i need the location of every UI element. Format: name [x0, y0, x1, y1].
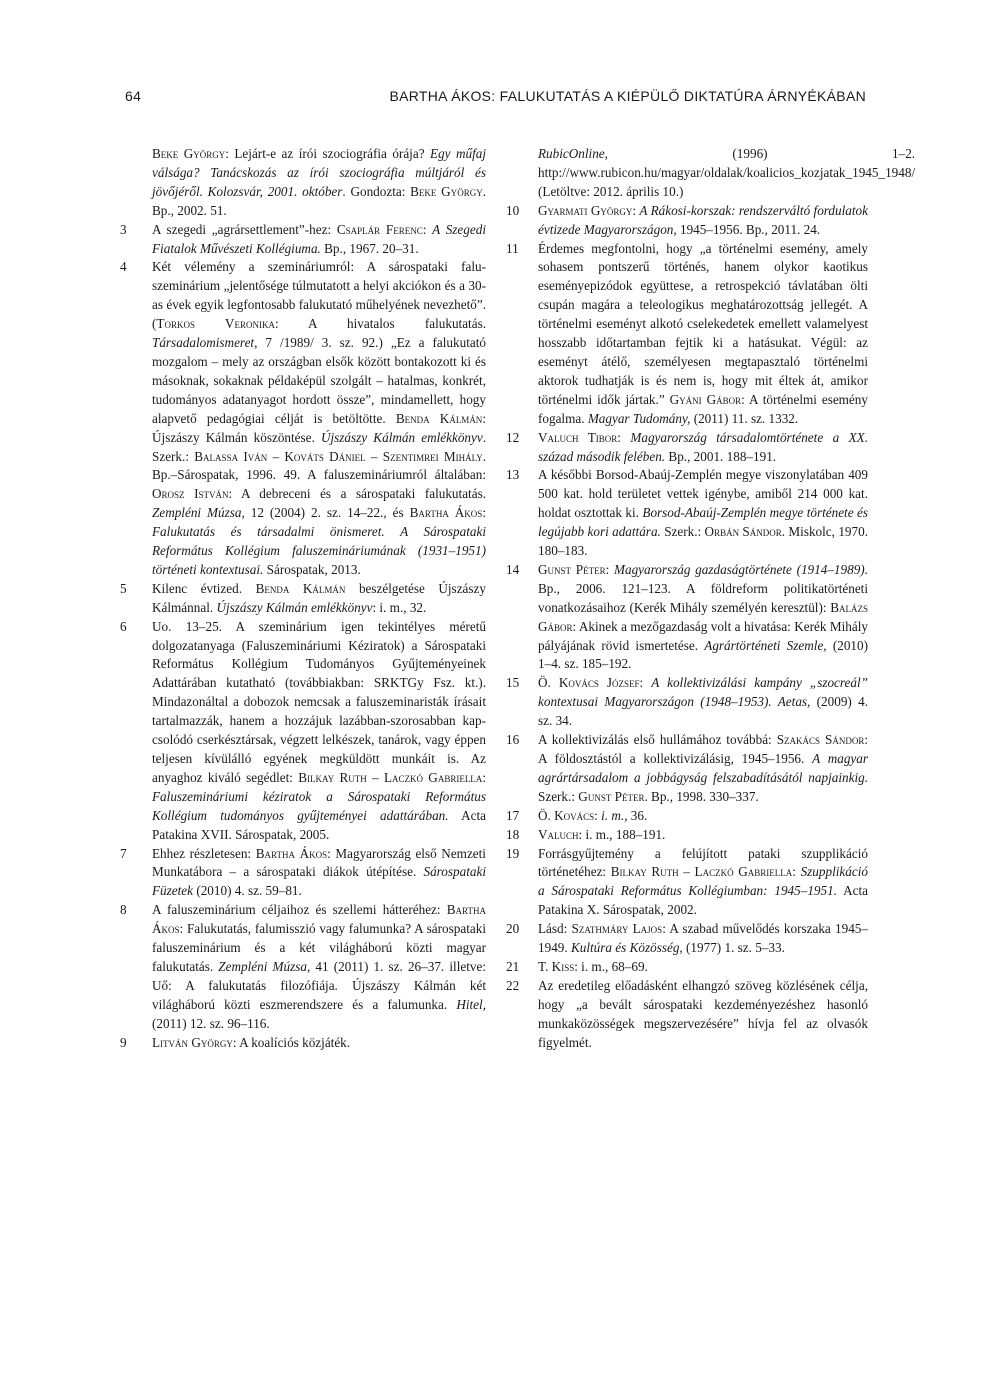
- footnote-run: . Bp., 2002. 51.: [152, 183, 486, 218]
- publication-title: A Rákosi-korszak: rendszerváltó fordulatok évtizede Magyarországon,: [538, 202, 868, 237]
- footnote-run: Ehhez részletesen:: [152, 845, 256, 861]
- footnote-number: 12: [506, 429, 520, 445]
- author-name: Ö. Kovács: [538, 807, 595, 823]
- footnote: [120, 145, 486, 221]
- footnote-run: (2010) 1–4. sz. 185–192.: [538, 637, 868, 672]
- footnote-text: [538, 977, 868, 1053]
- footnote-number: 3: [120, 221, 127, 237]
- footnote-run: : A történelmi esemény fogalma.: [538, 391, 868, 426]
- footnote-number: 7: [120, 845, 127, 861]
- publication-title: Újszászy Kálmán emlékkönyv: [216, 599, 373, 615]
- footnote: [506, 845, 868, 921]
- footnote-run: : i. m., 188–191.: [578, 826, 666, 842]
- footnote-run: Bp., 2001. 188–191.: [665, 448, 777, 464]
- footnote-text: [538, 561, 868, 674]
- footnote-run: (2010) 4. sz. 59–81.: [193, 883, 302, 899]
- footnote-text: [538, 240, 868, 429]
- publication-title: A magyar agrártársadalom a jobbágyság felszabadításától napjainkig.: [538, 751, 869, 785]
- footnote-text: [538, 826, 868, 845]
- footnote-run: . Bp.–Sárospatak, 1996. 49. A faluszemináriumról általában:: [152, 448, 486, 483]
- footnote-run: Kilenc évtized.: [152, 580, 256, 596]
- footnote-run: . Szerk.:: [152, 429, 487, 464]
- footnote-run: Érdemes megfontolni, hogy „a történelmi esemény, amely sohasem pontszerű történés, hanem olykor kaotikus eseményepizódok együttese, a retrospekció távlatában ölti csupán magára a teleologikus meghatározottság jellegét. A történelmi eseményt alkotó cselekedetek emellett valamelyest hosszabb időtartamban fejtik ki a hatásukat. Végül: az eseményt átélő, személyesen megtapasztaló történelmi aktorok tudhatják is és nem is, hogy mit éltek át, amikor történelmi idők jártak.”: [538, 240, 868, 407]
- publication-title: i. m.,: [601, 807, 628, 823]
- footnote-number: 15: [506, 675, 520, 691]
- publication-title: Újszászy Kálmán emlékkönyv: [320, 429, 483, 445]
- footnote-run: :: [605, 561, 614, 577]
- author-name: Orbán Sándor: [704, 524, 782, 540]
- footnote-run: A szegedi „agrársettlement”-hez:: [152, 221, 337, 237]
- footnote-text: [538, 731, 868, 807]
- footnote-number: 21: [506, 958, 520, 974]
- footnote-run: :: [617, 429, 631, 445]
- footnote: [506, 674, 868, 731]
- footnote-text: [538, 466, 868, 561]
- author-name: Szakács Sándor: [776, 732, 865, 748]
- footnote-number: 6: [120, 618, 127, 634]
- footnote-run: (2011) 12. sz. 96–116.: [152, 1015, 270, 1031]
- publication-title: A kollektivizálási kampány „szocreál” kontextusai Magyarországon (1948–1953). Aetas,: [538, 675, 868, 710]
- footnote-number: 16: [506, 732, 520, 748]
- footnote: [506, 826, 868, 845]
- publication-title: Faluszemináriumi kéziratok a Sárospataki Református Kollégium tudományos gyűjteményei adattárában.: [152, 788, 486, 823]
- publication-title: Falukutatás és társadalmi önismeret. A Sárospataki Református Kollégium faluszemináriumának (1931–1951) történeti kontextusai.: [152, 524, 486, 577]
- footnote-run: : A földosztástól a kollektivizálásig, 1945–1956.: [538, 732, 868, 766]
- footnote-run: :: [482, 505, 486, 521]
- footnote-run: : i. m., 68–69.: [574, 958, 648, 974]
- footnote: [506, 920, 868, 958]
- publication-title: Zempléni Múzsa,: [218, 958, 311, 974]
- footnote-run: Szerk.:: [660, 524, 705, 540]
- footnote-run: :: [792, 864, 801, 880]
- footnote-run: Lásd:: [538, 921, 572, 937]
- footnote: [120, 1034, 486, 1053]
- footnote-text: [538, 674, 868, 731]
- footnote-text: [152, 618, 486, 845]
- footnote-text: [538, 145, 915, 202]
- publication-title: Magyarország gazdaságtörténete (1914–1989).: [613, 561, 868, 577]
- publication-title: Hitel,: [456, 996, 486, 1012]
- footnote-run: Sárospatak, 2013.: [263, 561, 361, 577]
- footnote-number: 13: [506, 467, 520, 483]
- footnote-text: [152, 580, 486, 618]
- footnote: [120, 901, 486, 1033]
- footnote-number: 8: [120, 902, 127, 918]
- footnote-run: : A szabad művelődés korszaka 1945–1949.: [538, 921, 868, 956]
- publication-title: Egy műfaj válsága? Tanácskozás az írói szociográfia múltjáról és jövőjéről. Kolozsvár, 2001. október: [152, 146, 486, 199]
- footnote-run: Bp., 2006. 121–123. A földreform politikatörténeti vonatkozásaihoz (Kerék Mihály személyén keresztül):: [538, 580, 868, 615]
- footnote-run: Acta Patakina XVII. Sárospatak, 2005.: [152, 807, 486, 842]
- publication-title: Magyar Tudomány,: [587, 410, 691, 426]
- footnote: [506, 731, 868, 807]
- footnote-run: 1945–1956. Bp., 2011. 24.: [676, 221, 821, 237]
- running-title: BARTHA ÁKOS: FALUKUTATÁS A KIÉPÜLŐ DIKTATÚRA ÁRNYÉKÁBAN: [389, 88, 866, 104]
- author-name: Torkos Veronika: [156, 316, 275, 332]
- footnote-run: : Falukutatás, falumisszió vagy falumunka? A sárospataki faluszeminárium és a két világháború közti magyar falukutatás.: [152, 921, 486, 974]
- author-name: Gunst Péter: [538, 561, 606, 577]
- publication-title: Zempléni Múzsa,: [152, 505, 245, 521]
- author-name: Bartha Ákos: [152, 902, 486, 937]
- footnote-text: [538, 958, 868, 977]
- footnote-run: :: [594, 807, 602, 823]
- footnote-run: : i. m., 32.: [372, 599, 427, 615]
- footnote-number: 11: [506, 240, 519, 256]
- author-name: Gunst Péter: [578, 788, 645, 804]
- footnote-run: : A debreceni és a sárospataki falukutatás.: [228, 486, 486, 502]
- footnote-run: A későbbi Borsod-Abaúj-Zemplén megye viszonylatában 409 500 kat. hold területet vettek igénybe, amiből 214 000 kat. holdat osztottak ki.: [538, 467, 868, 521]
- footnote-text: [538, 429, 868, 467]
- author-name: Benda Kálmán: [255, 580, 346, 596]
- publication-title: RubicOnline,: [538, 146, 608, 161]
- author-name: Balázs Gábor: [538, 599, 868, 634]
- author-name: Csaplár Ferenc: [336, 221, 423, 237]
- author-name: Litván György: [152, 1034, 233, 1050]
- footnote-run: T.: [538, 958, 552, 974]
- footnote: [506, 958, 868, 977]
- footnote: [120, 618, 486, 845]
- footnote-text: [152, 258, 486, 579]
- footnote-text: [538, 845, 868, 921]
- footnote: [506, 240, 868, 429]
- author-name: Orosz István: [152, 486, 229, 502]
- publication-title: Borsod-Abaúj-Zemplén megye története és legújabb kori adattára.: [538, 505, 868, 540]
- author-name: Szathmáry Lajos: [571, 921, 663, 937]
- footnote-run: 12 (2004) 2. sz. 14–22., és: [244, 505, 410, 521]
- footnotes-left-column: [120, 145, 486, 1053]
- footnote-number: 4: [120, 259, 127, 275]
- footnote-text: [538, 920, 868, 958]
- footnote-run: . Gondozta:: [342, 183, 411, 199]
- author-name: Beke György: [410, 183, 483, 199]
- footnote: [506, 466, 868, 561]
- author-name: Benda Kálmán: [395, 410, 483, 426]
- page-number: 64: [125, 88, 142, 104]
- footnote-run: : Újszászy Kálmán köszöntése.: [152, 410, 486, 445]
- footnote-text: [152, 145, 486, 221]
- author-name: Beke György: [152, 146, 226, 161]
- footnote-number: 5: [120, 580, 127, 596]
- footnote-number: 20: [506, 921, 520, 937]
- footnote-number: [506, 145, 538, 202]
- publication-title: Szupplikáció a Sárospataki Református Kollégiumban: 1945–1951.: [538, 864, 868, 899]
- footnote-run: : Lejárt-e az írói szociográfia órája?: [225, 146, 430, 161]
- footnote-text: [152, 1034, 486, 1053]
- footnote-text: [152, 845, 486, 902]
- footnote-run: : Akinek a mezőgazdaság volt a hivatása: Kerék Mihály pályájának rövid ismertetése.: [538, 618, 868, 653]
- footnote-run: :: [639, 675, 652, 691]
- footnote: [120, 845, 486, 902]
- footnote-text: [152, 901, 486, 1033]
- footnote-run: . Miskolc, 1970. 180–183.: [538, 524, 868, 559]
- footnote-run: 7 /1989/ 3. sz. 92.) „Ez a falukutató mozgalom – mely az országban elsők között bontakozott ki és másoknak, sokaknak példaképül szolgált – hatalmas, konkrét, tudományos adatanyagot hordott össze”, mindamellett, hogy alapvető pedagógiai célját is betöltötte.: [152, 335, 486, 426]
- footnote-number: 17: [506, 807, 520, 823]
- footnote-run: (2011) 11. sz. 1332.: [690, 410, 799, 426]
- footnote-number: 10: [506, 202, 520, 218]
- footnote-run: (1996) 1–2. http://www.rubicon.hu/magyar/oldalak/koalicios_kozjatak_1945_1948/ (Letöltve: 2012. április 10.): [538, 146, 916, 199]
- footnote-run: Forrásgyűjtemény a felújított pataki szupplikáció történetéhez:: [538, 845, 868, 880]
- footnote-text: [538, 202, 868, 240]
- publication-title: Agrártörténeti Szemle,: [704, 637, 827, 653]
- footnote-run: Uo. 13–25. A szeminárium igen tekintélyes méretű dolgozatanyaga (Faluszemináriumi Kéziratok) a Sárospataki Református Kollégium Tudományos Gyűjteményeinek Adattárában kutatható (továbbiakban: SRKTGy Fsz. kt.). Mindazonáltal a dobozok nemcsak a faluszeminaristák írásait tartalmazzák, hanem a hozzájuk lazábban-szorosabban kapcsolódó cserkésztársak, végzett lelkészek, tanárok, vagy éppen teljesen kívülálló egyének megküldött munkáit is. Az anyaghoz kiváló segédlet:: [152, 618, 486, 785]
- author-name: Bilkay Ruth – Laczkó Gabriella: [298, 769, 483, 785]
- author-name: Valuch Tibor: [538, 429, 618, 445]
- publication-title: Magyarország társadalomtörténete a XX. század második felében.: [538, 429, 869, 464]
- footnote: [506, 145, 916, 202]
- footnote-number: 9: [120, 1034, 127, 1050]
- footnote-run: Szerk.:: [538, 788, 579, 804]
- footnotes-right-column: [506, 145, 916, 1053]
- author-name: Gyarmati György: [538, 202, 633, 218]
- footnote-text: [152, 221, 486, 259]
- footnote-run: :: [482, 769, 486, 785]
- publication-title: Kultúra és Közösség,: [570, 940, 683, 956]
- author-name: Gyáni Gábor: [669, 391, 742, 407]
- footnote: [506, 561, 868, 674]
- footnote-run: : A koalíciós közjáték.: [232, 1034, 351, 1050]
- author-name: Bartha Ákos: [255, 845, 328, 861]
- footnote: [506, 429, 868, 467]
- footnote-run: : Magyarország első Nemzeti Munkatábora – a sárospataki diákok útépítése.: [152, 845, 486, 880]
- footnote-run: Bp., 1967. 20–31.: [320, 240, 419, 256]
- footnote: [506, 977, 868, 1053]
- footnote-run: (2009) 4. sz. 34.: [538, 694, 868, 729]
- publication-title: Sárospataki Füzetek: [152, 864, 486, 899]
- footnote: [120, 221, 486, 259]
- footnote-run: 41 (2011) 1. sz. 26–37. illetve: Uő: A falukutatás filozófiája. Újszászy Kálmán két világháború közti eszmerendszere és a falumunka.: [152, 958, 486, 1012]
- author-name: Ö. Kovács József: [538, 675, 640, 691]
- author-name: Balassa Iván – Kováts Dániel – Szentimrei Mihály: [194, 448, 483, 464]
- footnote-number: 18: [506, 826, 520, 842]
- footnote-run: . Bp., 1998. 330–337.: [644, 788, 759, 804]
- footnote-run: Az eredetileg előadásként elhangzó szöveg közlésének célja, hogy „a bevált sárospataki kezdeményezéshez hasonló munkaközösségek megszervezésére” hívja fel az olvasók figyelmét.: [538, 977, 868, 1050]
- publication-title: A Szegedi Fiatalok Művészeti Kollégiuma.: [152, 221, 486, 256]
- footnote-run: :: [632, 202, 640, 218]
- footnote-number: 22: [506, 977, 520, 993]
- footnote-run: A faluszeminárium céljaihoz és szellemi hátteréhez:: [152, 902, 447, 918]
- footnote: [506, 807, 868, 826]
- footnote-number: [120, 145, 152, 221]
- footnote-run: Acta Patakina X. Sárospatak, 2002.: [538, 883, 868, 918]
- publication-title: Társadalomismeret,: [152, 335, 258, 351]
- footnote-run: Két vélemény a szemináriumról: A sárospataki faluszeminárium „jelentősége túlmutatott a helyi akciókon és a 30-as évek egyik legfontosabb falukutató műhelyének nevezhető”. (: [152, 259, 486, 332]
- footnote-number: 19: [506, 845, 520, 861]
- footnote-text: [538, 807, 868, 826]
- author-name: Bilkay Ruth – Laczkó Gabriella: [610, 864, 793, 880]
- author-name: Bartha Ákos: [409, 505, 483, 521]
- page-header: [125, 88, 866, 108]
- footnote-run: A kollektivizálás első hullámához továbbá:: [538, 732, 777, 748]
- footnote-run: 36.: [627, 807, 648, 823]
- author-name: Valuch: [538, 826, 579, 842]
- footnote-run: (1977) 1. sz. 5–33.: [682, 940, 785, 956]
- footnote-run: :: [422, 221, 433, 237]
- footnote-run: beszélgetése Újszászy Kálmánnal.: [152, 580, 486, 615]
- footnote: [506, 202, 868, 240]
- footnote-run: : A hivatalos falukutatás.: [274, 316, 486, 332]
- footnote-number: 14: [506, 561, 520, 577]
- footnote: [120, 580, 486, 618]
- author-name: Kiss: [551, 958, 575, 974]
- footnote: [120, 258, 486, 579]
